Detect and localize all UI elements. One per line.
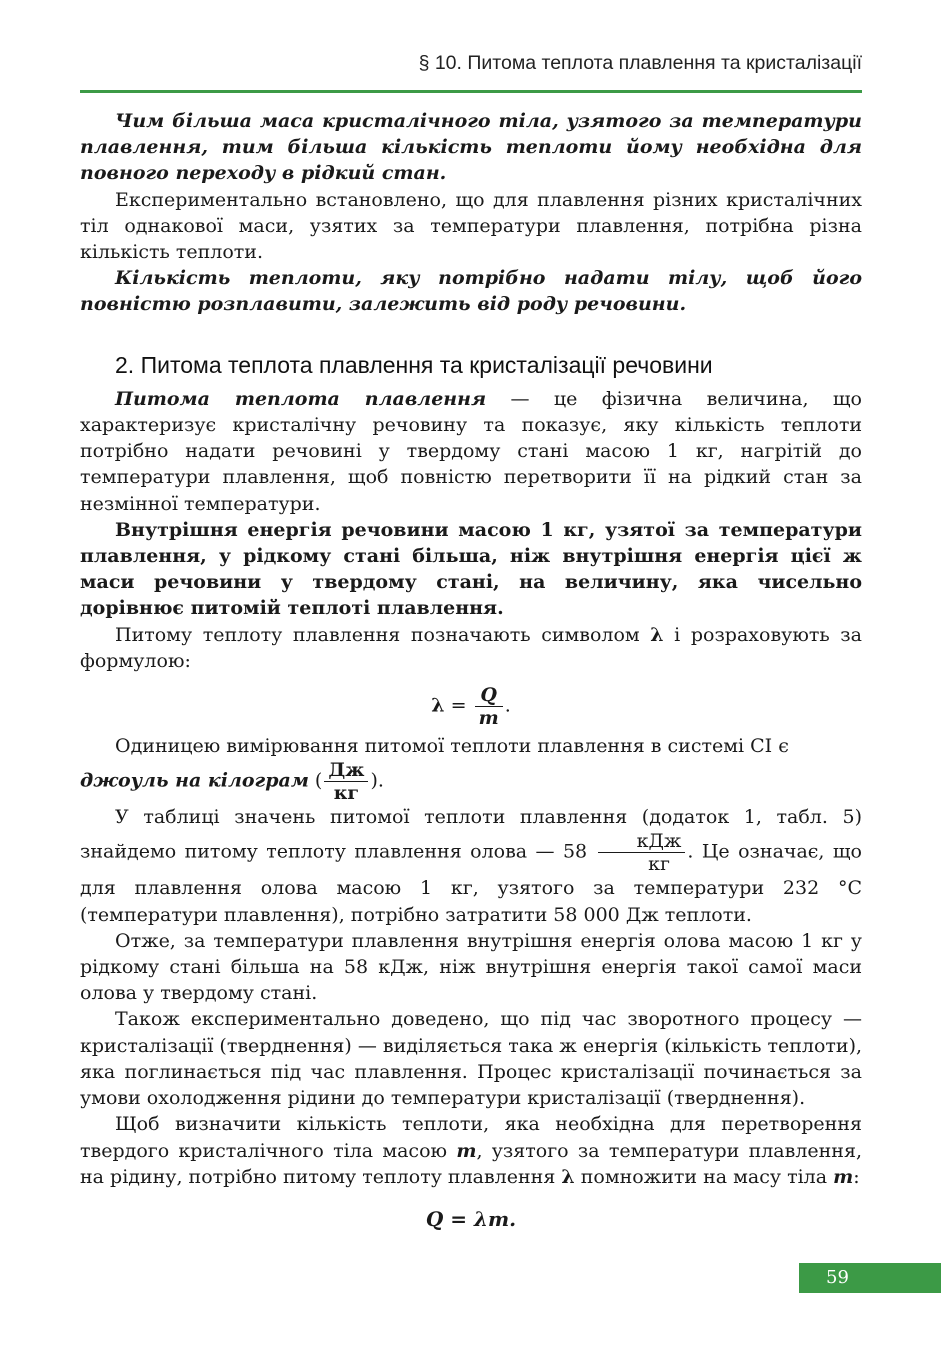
paragraph-symbol [80, 622, 862, 674]
paragraph-crystallization: Також експериментально доведено, що під час зворотного процесу — кристалізації (тверднення) — виділяється така ж енергія (кількість теплоти), яка поглинається під час плавлення. Процес кристалізації починається за умови охолодження рідини до температури кристалізації (тверднення). [80, 1008, 863, 1110]
tin-unit-denominator: кг [648, 853, 670, 876]
symbol-text-before: Питому теплоту плавлення позначають символом [115, 623, 651, 646]
paragraph-unit [80, 733, 862, 759]
page-number: 59 [799, 1263, 941, 1293]
tin-unit-fraction [598, 830, 686, 875]
unit-open-paren: ( [308, 769, 323, 792]
calc-text-c: помножити на масу тіла [574, 1165, 834, 1188]
unit-fraction [324, 759, 368, 804]
paragraph-substance-rule: Кількість теплоти, яку потрібно надати тілу, щоб його повністю розплавити, залежить від роду речовини. [80, 267, 862, 316]
calc-text-d: : [853, 1165, 860, 1188]
paragraph-tin-energy: Отже, за температури плавлення внутрішня енергія олова масою 1 кг у рідкому стані більша на 58 кДж, ніж внутрішня енергія такої самої маси олова у твердому стані. [80, 929, 862, 1005]
paragraph-heat-calc [80, 1111, 862, 1190]
unit-denominator: кг [333, 782, 360, 805]
formula-period: . [504, 694, 511, 717]
formula-heat: Q = λm. [425, 1206, 517, 1231]
formula-equals: = [444, 694, 473, 717]
paragraph-unit-name [80, 759, 862, 804]
lambda-symbol: λ [650, 623, 664, 646]
unit-name: джоуль на кілограм [80, 769, 309, 792]
formula-lambda [80, 684, 862, 729]
paragraph-definition [80, 386, 862, 517]
symbol-text-after: і розраховують за формулою: [80, 623, 862, 672]
section-heading: 2. Питома теплота плавлення та кристалізації речовини [115, 351, 713, 378]
mass-var-1: m [456, 1139, 477, 1162]
running-header: § 10. Питома теплота плавлення та кристалізації [418, 52, 862, 74]
paragraph-experiment: Експериментально встановлено, що для плавлення різних кристалічних тіл однакової маси, узятих за температури плавлення, потрібна різна кількість теплоти. [80, 188, 862, 264]
paragraph-tin-example [80, 804, 862, 928]
tin-text-before: У таблиці значень питомої теплоти плавлення (додаток 1, табл. 5) знайдемо питому теплоту плавлення олова — 58 [80, 806, 862, 863]
header-rule [80, 90, 862, 93]
unit-numerator: Дж [324, 759, 368, 782]
formula-numerator: Q [475, 684, 503, 707]
paragraph-internal-energy: Внутрішня енергія речовини масою 1 кг, узятої за температури плавлення, у рідкому стані більша, ніж внутрішня енергія цієї ж маси речовини у твердому стані, на величину, яка чисельно дорівнює питомій теплоті плавлення. [80, 518, 862, 620]
tin-unit-numerator: кДж [598, 830, 686, 853]
lambda-var: λ [561, 1165, 575, 1188]
definition-text: — це фізична величина, що характеризує кристалічну речовину та показує, яку кількість теплоти потрібно надати речовині у твердому стані масою 1 кг, нагрітій до температури плавлення, щоб повністю перетворити її на рідкий стан за незмінної температури. [80, 387, 862, 515]
calc-text-b: , узятого за температури плавлення, на рідину, потрібно питому теплоту плавлення [80, 1139, 862, 1188]
tin-text-after: . Це означає, що для плавлення олова масою 1 кг, узятого за температури 232 °C (температури плавлення), потрібно затратити 58 000 Дж теплоти. [80, 840, 862, 926]
page-body [80, 108, 862, 1232]
paragraph-mass-rule: Чим більша маса кристалічного тіла, узятого за температури плавлення, тим більша кількість теплоти йому необхідна для повного переходу в рідкий стан. [80, 110, 862, 185]
unit-text: Одиницею вимірювання питомої теплоти плавлення в системі СІ є [115, 735, 789, 758]
calc-text-a: Щоб визначити кількість теплоти, яка необхідна для перетворення твердого кристалічного тіла масою [80, 1113, 862, 1162]
formula-fraction [475, 684, 503, 729]
term-specific-heat: Питома теплота плавлення [115, 387, 487, 410]
formula-denominator: m [478, 707, 499, 730]
mass-var-2: m [833, 1165, 854, 1188]
formula-lhs: λ [431, 694, 445, 717]
unit-close-paren: ). [370, 769, 384, 792]
